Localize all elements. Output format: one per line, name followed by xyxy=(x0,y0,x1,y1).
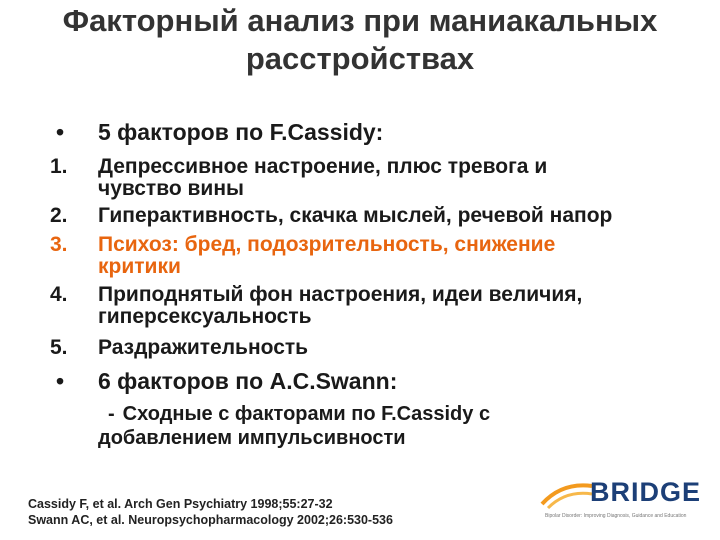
item-number: 1. xyxy=(50,155,68,178)
heading-cassidy-text: 5 факторов по F.Cassidy: xyxy=(98,119,384,145)
sub-text: Сходные с факторами по F.Cassidy с xyxy=(122,403,491,425)
bridge-logo xyxy=(535,475,715,530)
item-number: 5. xyxy=(50,336,68,359)
logo-wordmark: BRIDGE xyxy=(590,477,702,507)
bullet-1: • xyxy=(56,119,65,145)
item-number: 4. xyxy=(50,283,68,306)
item-text: Гиперактивность, скачка мыслей, речевой напор xyxy=(98,204,613,227)
logo-tagline: Bipolar Disorder: Improving Diagnosis, Guidance and Education xyxy=(545,513,687,519)
item-number: 3. xyxy=(50,233,68,256)
title-line-1: Факторный анализ при маниакальных xyxy=(62,3,658,38)
references xyxy=(28,496,393,528)
dash-marker: - xyxy=(108,403,115,425)
slide-title xyxy=(0,2,720,78)
swann-subitem xyxy=(98,402,698,450)
item-number: 2. xyxy=(50,204,68,227)
reference-2: Swann AC, et al. Neuropsychopharmacology 2002;26:530-536 xyxy=(28,513,393,527)
item-text: Депрессивное настроение, плюс тревога и xyxy=(98,155,548,178)
item-text: Психоз: бред, подозрительность, снижение xyxy=(98,233,556,256)
item-text: Приподнятый фон настроения, идеи величия, xyxy=(98,283,583,306)
sub-text: добавлением импульсивности xyxy=(98,427,406,449)
title-line-2: расстройствах xyxy=(245,41,475,76)
item-text: чувство вины xyxy=(98,177,244,200)
item-text: гиперсексуальность xyxy=(98,305,312,328)
reference-1: Cassidy F, et al. Arch Gen Psychiatry 1998;55:27-32 xyxy=(28,497,333,511)
item-text: Раздражительность xyxy=(98,336,309,359)
heading-swann-text: 6 факторов по A.C.Swann: xyxy=(98,368,398,394)
bullet-2: • xyxy=(56,368,65,394)
item-text: критики xyxy=(98,255,181,278)
